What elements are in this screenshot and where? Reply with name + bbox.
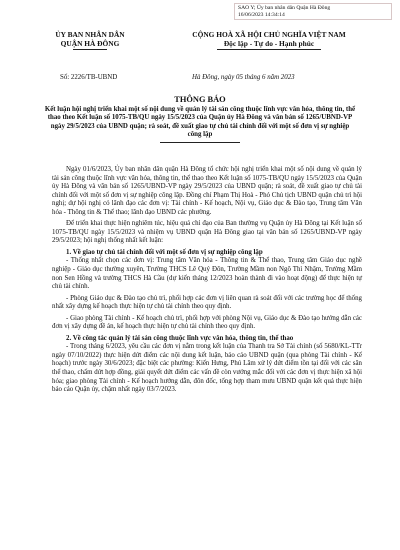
paragraph-1-2: - Phòng Giáo dục & Đào tạo chủ trì, phối hợp các đơn vị liên quan rà soát đối với các trường học để thống nhất xây dựng kế hoạch thực hiện tự chủ tài chính theo quy định. xyxy=(52,294,362,311)
agency-line-2: QUẬN HÀ ĐÔNG xyxy=(60,39,120,48)
document-header xyxy=(0,30,400,80)
digital-signature-stamp xyxy=(234,3,392,20)
national-motto xyxy=(164,30,374,50)
nation-name: CỘNG HOÀ XÃ HỘI CHỦ NGHĨA VIỆT NAM xyxy=(192,30,346,39)
paragraph-1-3: - Giao phòng Tài chính - Kế hoạch chủ trì, phối hợp với phòng Nội vụ, Giáo dục & Đào tạo hướng dẫn các đơn vị xây dựng đề án, kế hoạch thực hiện tự chủ tài chính theo quy định. xyxy=(52,314,362,331)
stamp-timestamp: 16/06/2023 14:34:14 xyxy=(238,11,285,18)
document-title: THÔNG BÁO xyxy=(174,95,226,104)
title-block xyxy=(44,95,356,143)
paragraph-1-1: - Thống nhất chọn các đơn vị: Trung tâm Văn hóa - Thông tin & Thể thao, Trung tâm Giáo dục nghề nghiệp - Giáo dục thường xuyên, Trường THCS Lê Quý Đôn, Trường Mầm non Ngô Thì Nhậm, Trường Mầm non Sen Hồng và trường THCS Hà Cầu (dự kiến tháng 12/2023 hoàn thành đi vào hoạt động) để thực hiện tự chủ tài chính. xyxy=(52,257,362,291)
issuing-agency xyxy=(30,30,150,50)
agency-underline xyxy=(73,49,107,50)
agency-line-1: ỦY BAN NHÂN DÂN xyxy=(55,30,125,39)
stamp-signer: SAO Y; Ủy ban nhân dân Quận Hà Đông xyxy=(238,5,331,11)
section-heading-2: 2. Về công tác quản lý tài sản công thuộc lĩnh vực văn hóa, thông tin, thể thao xyxy=(66,334,294,342)
nation-motto-line: Độc lập - Tự do - Hạnh phúc xyxy=(223,39,315,48)
paragraph-2-1: - Trong tháng 6/2023, yêu cầu các đơn vị nằm trong kết luận của Thanh tra Sở Tài chính (số 5680/KL-TTr ngày 07/10/2022) thực hiện dứt điểm các nội dung kết luận, báo cáo UBND quận (qua phòng Tài chính - Kế hoạch) trước ngày 30/6/2023; đặc biệt các phường: Kiến Hưng, Phú Lãm xử lý dứt điểm tồn tại đối với các sân thể thao, chấm dứt hợp đồng, giải quyết dứt điểm các vấn đề còn vướng mắc đối với các đơn vị thực hiện xã hội hóa; giao phòng Tài chính - Kế hoạch hướng dẫn, đôn đốc, tổng hợp tham mưu UBND quận kết quả thực hiện báo cáo Quận ủy, chậm nhất ngày 03/7/2023. xyxy=(52,343,362,394)
document-number: Số: 2226/TB-UBND xyxy=(60,74,118,81)
document-subject: Kết luận hội nghị triển khai một số nội dung về quản lý tài sản công thuộc lĩnh vực văn hóa, thông tin, thể thao theo Kết luận số 1075-TB/QU ngày 15/5/2023 của Quận ủy Hà Đông và văn bản số 1265/UBND-VP ngày 29/5/2023 của UBND quận; rà soát, đề xuất giao tự chủ tài chính đối với một số đơn vị sự nghiệp công lập xyxy=(44,106,356,139)
document-body xyxy=(52,166,362,395)
section-heading-1: 1. Về giao tự chủ tài chính đối với một số đơn vị sự nghiệp công lập xyxy=(66,248,263,256)
paragraph-conclusion-lead: Để triển khai thực hiện nghiêm túc, hiệu quả chỉ đạo của Ban thường vụ Quận ủy Hà Đông tại Kết luận số 1075-TB/QU ngày 15/5/2023 và nhiệm vụ UBND quận Hà Đông giao tại văn bản số 1265/UBND-VP ngày 29/5/2023; hội nghị thống nhất kết luận: xyxy=(52,220,362,245)
place-date-line: Hà Đông, ngày 05 tháng 6 năm 2023 xyxy=(192,74,295,81)
nation-underline xyxy=(217,49,321,50)
subject-underline xyxy=(160,142,240,143)
paragraph-intro: Ngày 01/6/2023, Ủy ban nhân dân quận Hà Đông tổ chức hội nghị triển khai một số nội dung về quản lý tài sản công thuộc lĩnh vực văn hóa, thông tin, thể thao theo Kết luận số 1075-TB/QU ngày 15/5/2023 của Quận ủy Hà Đông và văn bản số 1265/UBND-VP ngày 29/5/2023 của UBND quận; rà soát, đề xuất giao tự chủ tài chính đối với một số đơn vị sự nghiệp công lập. Đồng chí Phạm Thị Hoà - Phó Chủ tịch UBND quận chủ trì hội nghị; dự hội nghị có lãnh đạo các đơn vị: Tài chính - Kế hoạch, Nội vụ, Giáo dục & Đào tạo, Trung tâm Văn hóa - Thông tin & Thể thao; lãnh đạo UBND các phường. xyxy=(52,166,362,216)
